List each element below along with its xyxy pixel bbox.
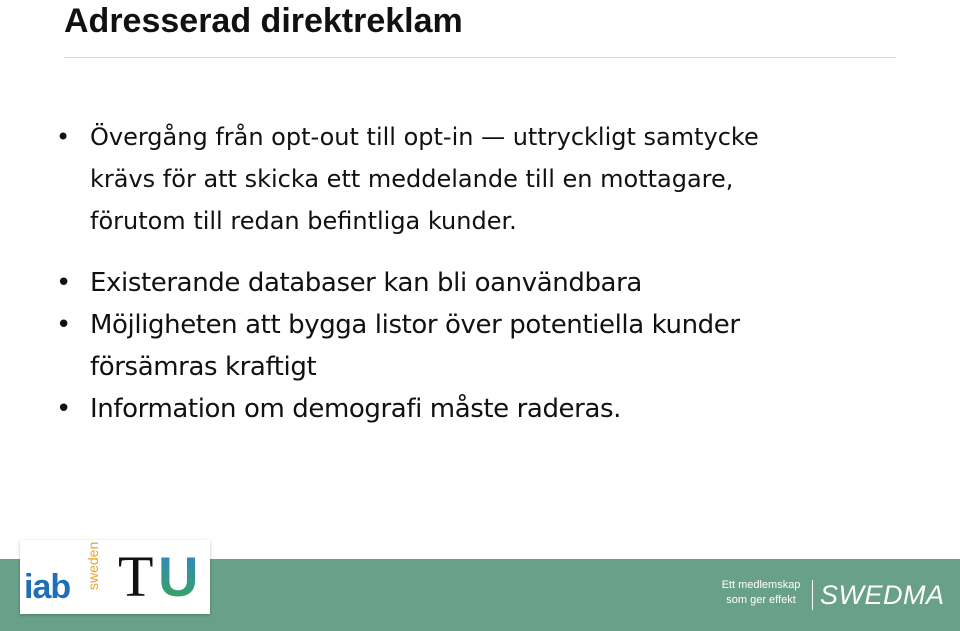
bullet-line: försämras kraftigt <box>90 352 317 382</box>
brand-divider <box>812 580 813 610</box>
bullet-item <box>54 262 934 304</box>
bullet-list <box>54 116 934 430</box>
iab-sweden-suffix: sweden <box>85 541 101 590</box>
partner-logos <box>20 540 210 614</box>
bullet-marker: • <box>56 310 71 340</box>
bullet-item <box>54 304 934 388</box>
bullet-line: Information om demografi måste raderas. <box>90 394 621 424</box>
tagline-line: som ger effekt <box>726 594 796 606</box>
bullet-line: Existerande databaser kan bli oanvändbara <box>90 268 642 298</box>
bullet-line: krävs för att skicka ett meddelande till en mottagare, <box>90 165 734 193</box>
swedma-tagline <box>716 578 806 608</box>
bullet-line: Övergång från opt-out till opt-in — uttryckligt samtycke <box>90 123 759 151</box>
bullet-marker: • <box>56 268 71 298</box>
title-divider <box>64 57 896 58</box>
tagline-line: Ett medlemskap <box>721 579 801 591</box>
slide-title: Adresserad direktreklam <box>64 2 463 40</box>
bullet-line: förutom till redan befintliga kunder. <box>90 207 517 235</box>
bullet-item <box>54 116 934 242</box>
bullet-item <box>54 388 934 430</box>
bullet-marker: • <box>56 394 71 424</box>
bullet-marker: • <box>56 123 71 151</box>
swedma-logo: SWEDMA <box>820 580 945 610</box>
iab-logo: iab <box>24 568 71 606</box>
tu-logo-t: T <box>118 544 154 609</box>
bullet-line: Möjligheten att bygga listor över potentiella kunder <box>90 310 740 340</box>
tu-logo-u: U <box>158 545 199 608</box>
